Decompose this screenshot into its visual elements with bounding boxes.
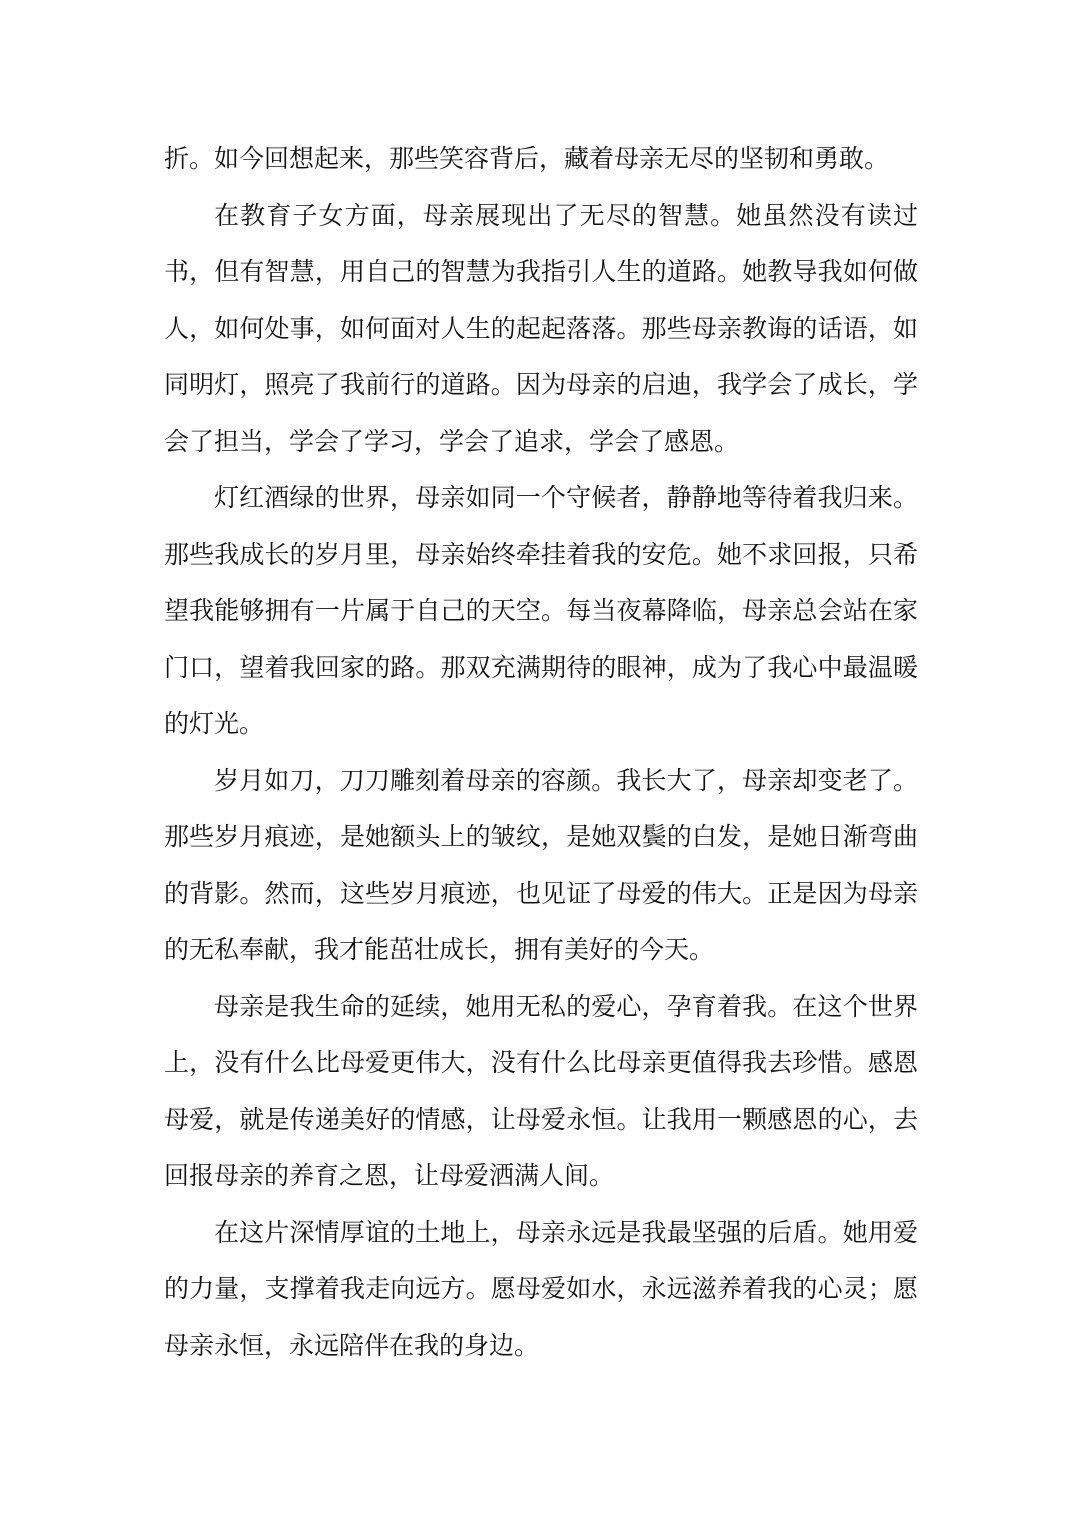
paragraph-continued: 折。如今回想起来，那些笑容背后，藏着母亲无尽的坚韧和勇敢。 — [164, 144, 890, 173]
paragraph-aging: 岁月如刀，刀刀雕刻着母亲的容颜。我长大了，母亲却变老了。那些岁月痕迹，是她额头上的皱纹，是她双鬓的白发，是她日渐弯曲的背影。然而，这些岁月痕迹，也见证了母爱的伟大。正是因为母亲的无私奉献，我才能茁壮成长，拥有美好的今天。 — [164, 765, 918, 964]
paragraph-closing: 在这片深情厚谊的土地上，母亲永远是我最坚强的后盾。她用爱的力量，支撑着我走向远方。愿母爱如水，永远滋养着我的心灵；愿母亲永恒，永远陪伴在我的身边。 — [164, 1217, 918, 1360]
paragraph-gratitude: 母亲是我生命的延续，她用无私的爱心，孕育着我。在这个世界上，没有什么比母爱更伟大，没有什么比母亲更值得我去珍惜。感恩母爱，就是传递美好的情感，让母爱永恒。让我用一颗感恩的心，去回报母亲的养育之恩，让母爱洒满人间。 — [164, 991, 918, 1190]
paragraph-education: 在教育子女方面，母亲展现出了无尽的智慧。她虽然没有读过书，但有智慧，用自己的智慧为我指引人生的道路。她教导我如何做人，如何处事，如何面对人生的起起落落。那些母亲教诲的话语，如同明灯，照亮了我前行的道路。因为母亲的启迪，我学会了成长，学会了担当，学会了学习，学会了追求，学会了感恩。 — [164, 200, 918, 456]
paragraph-waiting: 灯红酒绿的世界，母亲如同一个守候者，静静地等待着我归来。那些我成长的岁月里，母亲始终牵挂着我的安危。她不求回报，只希望我能够拥有一片属于自己的天空。每当夜幕降临，母亲总会站在家门口，望着我回家的路。那双充满期待的眼神，成为了我心中最温暖的灯光。 — [164, 483, 918, 738]
document-body — [164, 131, 918, 1374]
